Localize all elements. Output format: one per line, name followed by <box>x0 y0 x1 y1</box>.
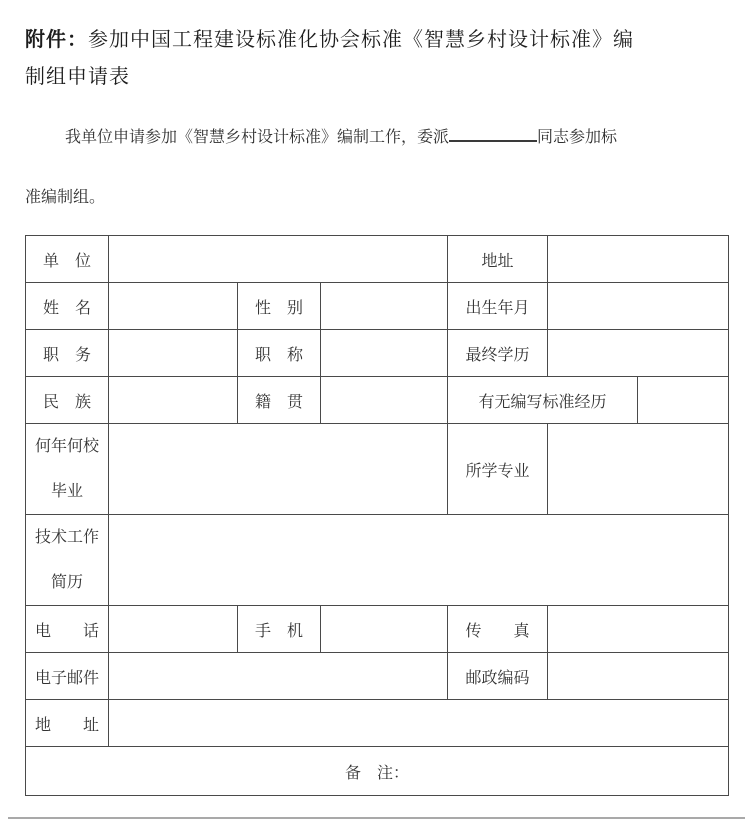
address2-value-cell[interactable] <box>109 700 729 747</box>
row-ethnicity <box>26 377 729 424</box>
position-value-cell[interactable] <box>109 330 238 377</box>
row-resume <box>26 515 729 606</box>
resume-label-cell <box>26 515 109 606</box>
prof-title-label-cell: 职 称 <box>238 330 321 377</box>
unit-label-cell: 单 位 <box>26 236 109 283</box>
std-experience-value-cell[interactable] <box>638 377 729 424</box>
native-place-label-cell: 籍 贯 <box>238 377 321 424</box>
row-email <box>26 653 729 700</box>
delegate-name-blank[interactable] <box>449 126 537 142</box>
major-value-cell[interactable] <box>548 424 729 515</box>
unit-value-cell[interactable] <box>109 236 448 283</box>
graduation-label-line-1: 何年何校 <box>34 438 99 455</box>
resume-value-cell[interactable] <box>109 515 729 606</box>
position-label-cell: 职 务 <box>26 330 109 377</box>
birth-label-cell: 出生年月 <box>448 283 548 330</box>
mobile-value-cell[interactable] <box>321 606 448 653</box>
birth-value-cell[interactable] <box>548 283 729 330</box>
row-address <box>26 700 729 747</box>
phone-label-cell: 电 话 <box>26 606 109 653</box>
address1-label-cell: 地址 <box>448 236 548 283</box>
application-form-table <box>25 235 729 796</box>
resume-label-line-1: 技术工作 <box>34 529 99 546</box>
page-title <box>0 0 750 96</box>
std-experience-label-cell: 有无编写标准经历 <box>448 377 638 424</box>
name-value-cell[interactable] <box>109 283 238 330</box>
ethnicity-value-cell[interactable] <box>109 377 238 424</box>
major-label-cell: 所学专业 <box>448 424 548 515</box>
postcode-label-cell: 邮政编码 <box>448 653 548 700</box>
row-name <box>26 283 729 330</box>
intro-paragraph-line-1 <box>25 126 725 149</box>
title-prefix: 附件： <box>25 29 88 51</box>
native-place-value-cell[interactable] <box>321 377 448 424</box>
mobile-label-cell: 手 机 <box>238 606 321 653</box>
resume-label-line-2: 简历 <box>50 574 83 591</box>
gender-value-cell[interactable] <box>321 283 448 330</box>
address1-value-cell[interactable] <box>548 236 729 283</box>
row-phone <box>26 606 729 653</box>
graduation-value-cell[interactable] <box>109 424 448 515</box>
address2-label-cell: 地 址 <box>26 700 109 747</box>
title-main: 参加中国工程建设标准化协会标准《智慧乡村设计标准》编 <box>88 29 634 51</box>
fax-value-cell[interactable] <box>548 606 729 653</box>
row-remarks <box>26 747 729 796</box>
row-unit <box>26 236 729 283</box>
title-line-2: 制组申请表 <box>25 66 130 88</box>
education-value-cell[interactable] <box>548 330 729 377</box>
email-label-cell: 电子邮件 <box>26 653 109 700</box>
ethnicity-label-cell: 民 族 <box>26 377 109 424</box>
education-label-cell: 最终学历 <box>448 330 548 377</box>
title-line-1 <box>25 22 725 59</box>
remarks-cell[interactable]: 备 注： <box>26 747 729 796</box>
phone-value-cell[interactable] <box>109 606 238 653</box>
intro-text-after-blank: 同志参加标 <box>537 129 618 146</box>
graduation-label-cell <box>26 424 109 515</box>
gender-label-cell: 性 别 <box>238 283 321 330</box>
row-position <box>26 330 729 377</box>
intro-text-before-blank: 我单位申请参加《智慧乡村设计标准》编制工作，委派 <box>65 129 450 146</box>
name-label-cell: 姓 名 <box>26 283 109 330</box>
graduation-label-line-2: 毕业 <box>50 483 83 500</box>
fax-label-cell: 传 真 <box>448 606 548 653</box>
page-break-line <box>8 817 745 819</box>
postcode-value-cell[interactable] <box>548 653 729 700</box>
prof-title-value-cell[interactable] <box>321 330 448 377</box>
row-graduation <box>26 424 729 515</box>
intro-paragraph-line-2: 准编制组。 <box>25 189 106 206</box>
email-value-cell[interactable] <box>109 653 448 700</box>
